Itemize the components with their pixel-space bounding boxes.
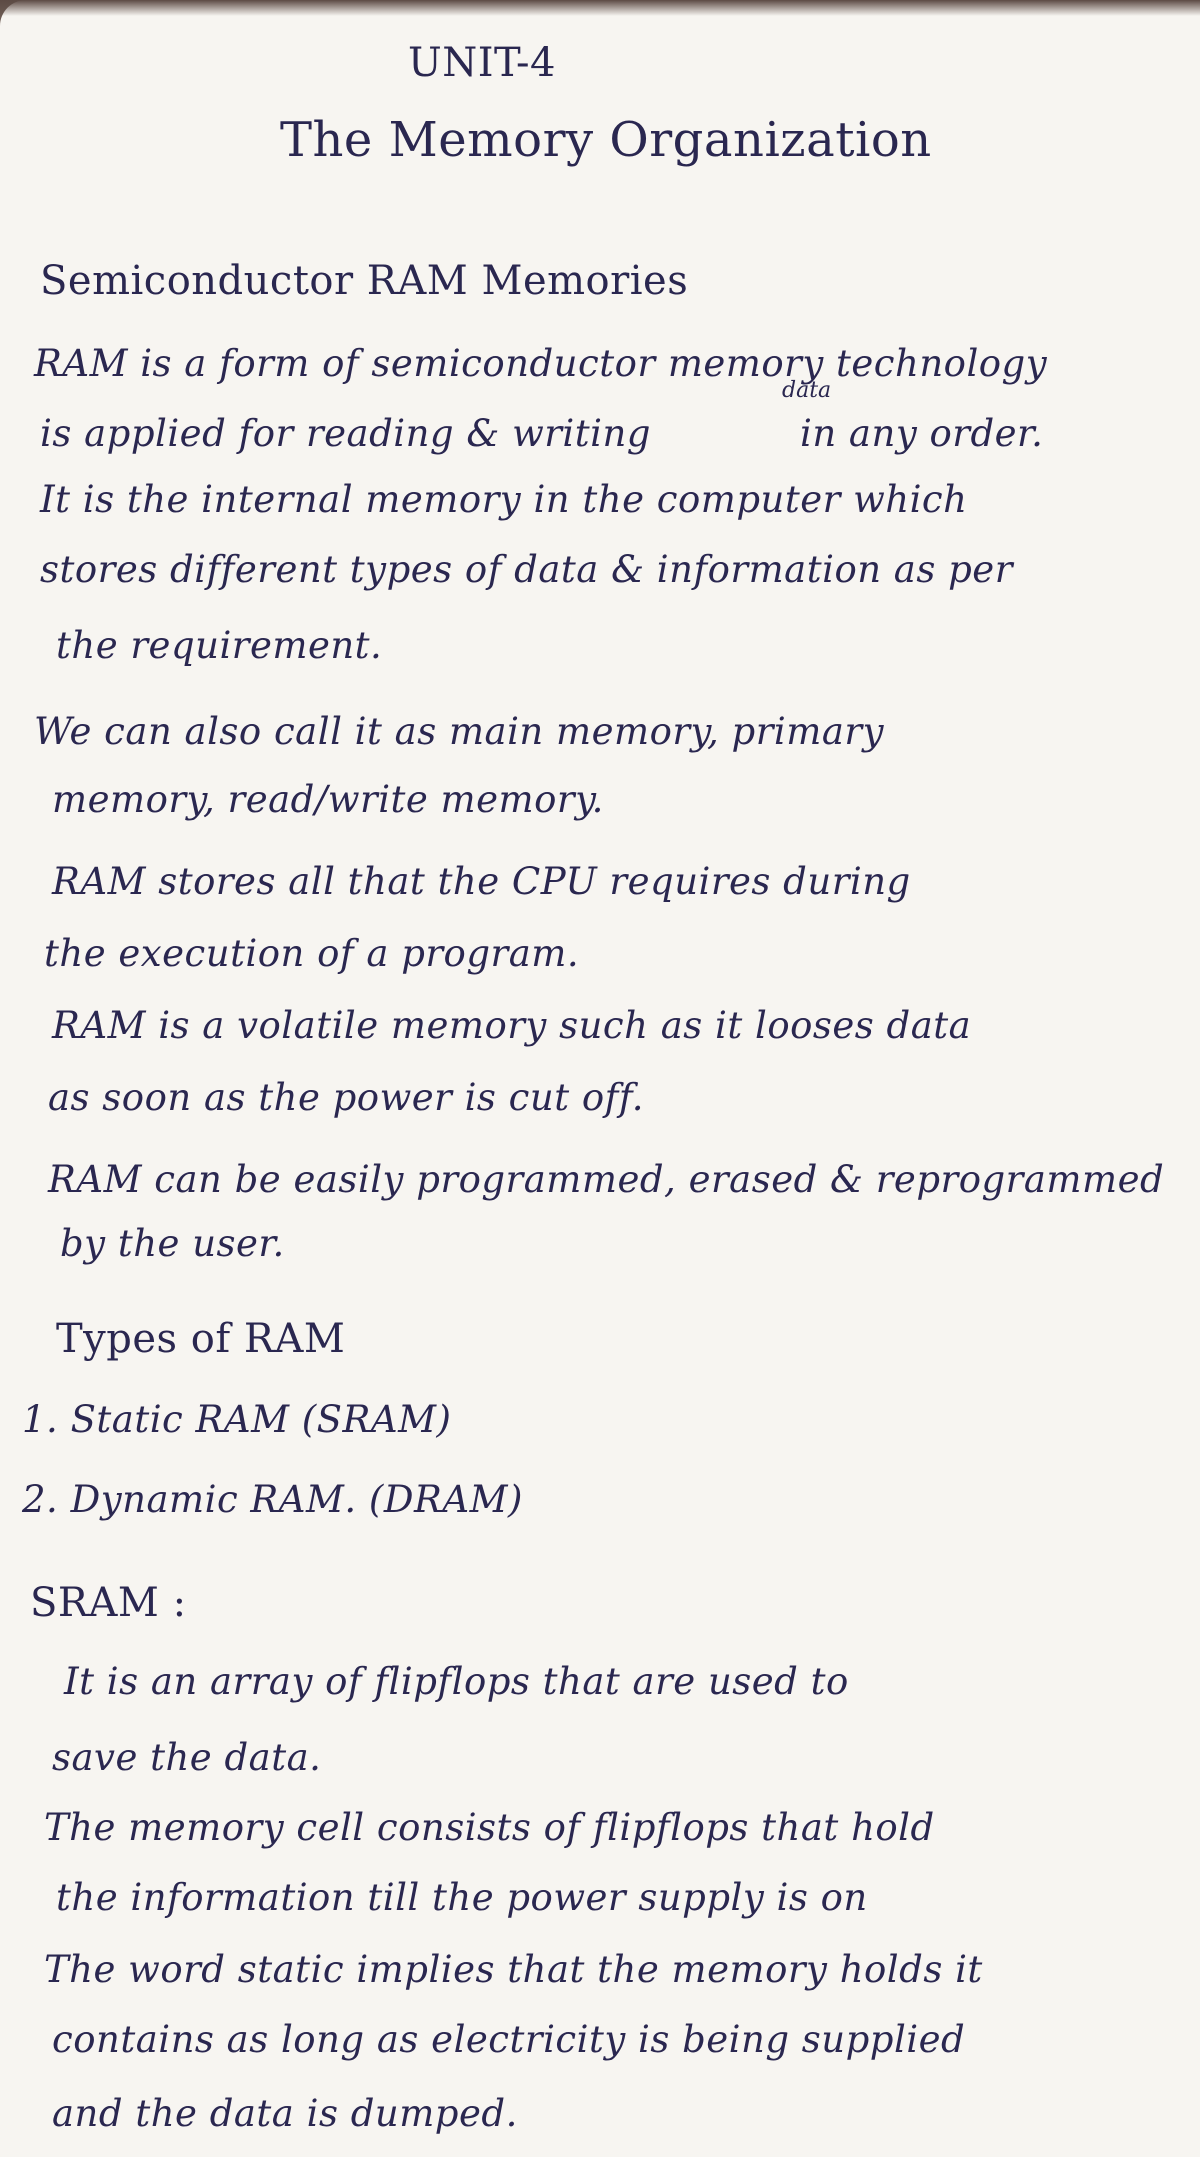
types-heading: Types of RAM (56, 1316, 346, 1362)
intro-line: as soon as the power is cut off. (48, 1076, 644, 1119)
intro-line: RAM is a form of semiconductor memory technology (34, 342, 1048, 385)
section-heading: Semiconductor RAM Memories (40, 258, 689, 304)
sram-line: It is an array of flipflops that are used to (64, 1660, 849, 1703)
intro-line: We can also call it as main memory, primary (34, 710, 884, 753)
intro-line: RAM stores all that the CPU requires during (52, 860, 911, 903)
intro-line: It is the internal memory in the computer which (40, 478, 968, 521)
sram-line: The word static implies that the memory holds it (44, 1948, 983, 1991)
intro-line: is applied for reading & writing (40, 412, 651, 455)
types-item: 2. Dynamic RAM. (DRAM) (22, 1478, 523, 1521)
inserted-word: data (782, 378, 832, 403)
intro-line: stores different types of data & information as per (40, 548, 1013, 591)
sram-line: contains as long as electricity is being supplied (52, 2018, 966, 2061)
intro-line: in any order. (800, 412, 1044, 455)
intro-line: by the user. (60, 1222, 285, 1265)
page-edge-shadow (0, 0, 1200, 16)
sram-line: The memory cell consists of flipflops that hold (44, 1806, 935, 1849)
page-title: The Memory Organization (280, 112, 932, 168)
intro-line: memory, read/write memory. (52, 778, 604, 821)
intro-line: the execution of a program. (44, 932, 580, 975)
intro-line: the requirement. (56, 624, 383, 667)
types-item: 1. Static RAM (SRAM) (22, 1398, 452, 1441)
sram-line: the information till the power supply is on (56, 1876, 868, 1919)
intro-line: RAM is a volatile memory such as it looses data (52, 1004, 972, 1047)
sram-heading: SRAM : (30, 1580, 187, 1626)
unit-title: UNIT-4 (408, 40, 556, 86)
intro-line: RAM can be easily programmed, erased & reprogrammed (48, 1158, 1165, 1201)
sram-line: save the data. (52, 1736, 322, 1779)
sram-line: and the data is dumped. (52, 2092, 518, 2135)
